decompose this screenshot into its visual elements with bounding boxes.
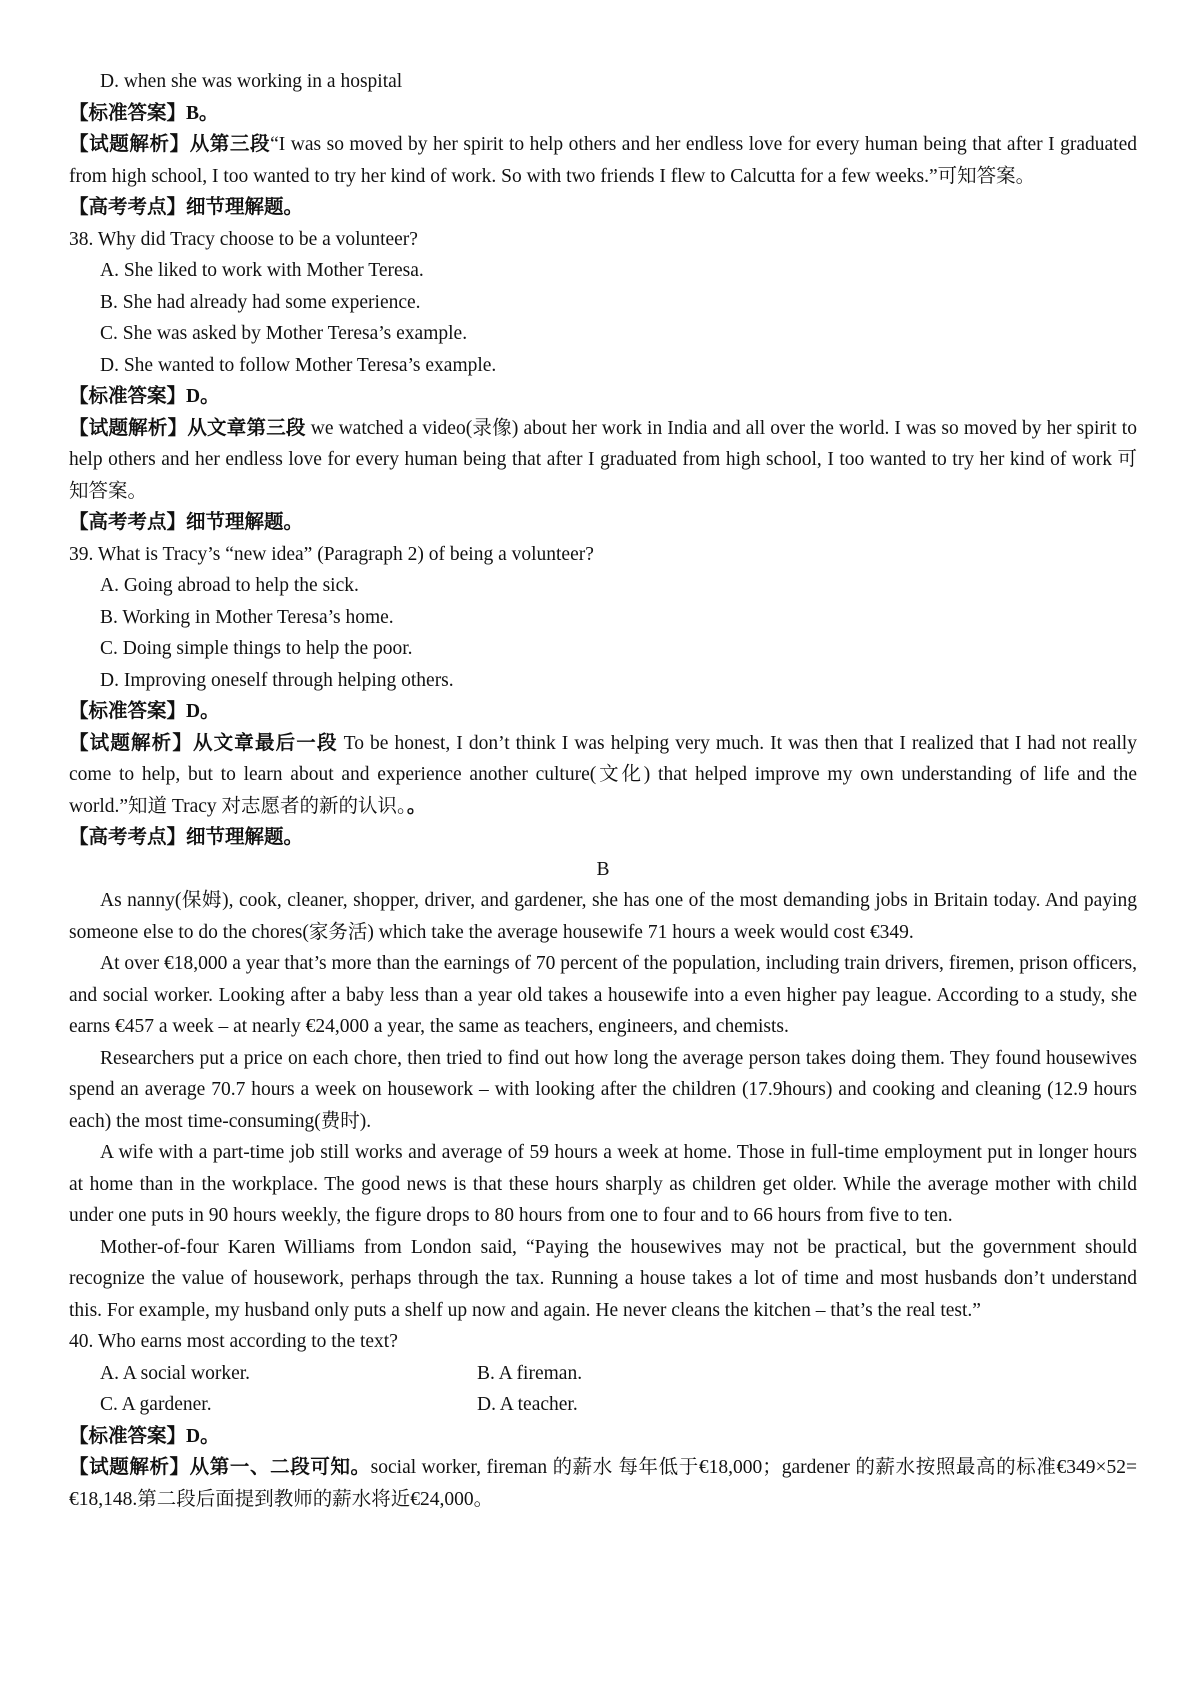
q37-analysis: 【试题解析】从第三段“I was so moved by her spirit to help others and her endless love for every human being that after I graduated from high school, I too wanted to try her kind of work. So with two friends I flew to Calcutta for a few weeks.”可知答案。 [69, 134, 1137, 187]
q39-analysis: 【试题解析】从文章最后一段 To be honest, I don’t think I was helping very much. It was then that I realized that I had not really come to help, but to learn about and experience another culture(文化) that helped improve my own understanding of life and the world.”知道 Tracy 对志愿者的新的认识。。 [69, 732, 1137, 817]
q40-option-d: D. A teacher. [477, 1394, 578, 1415]
q38-analysis: 【试题解析】从文章第三段 we watched a video(录像) about her work in India and all over the world. I was so moved by her spirit to help others and her endless love for every human being that after I graduated from high school, I too wanted to try her kind of work 可知答案。 [69, 417, 1137, 502]
q38-option-c: C. She was asked by Mother Teresa’s example. [100, 323, 468, 344]
passage-b-paragraph-3: Researchers put a price on each chore, then tried to find out how long the average person takes doing them. They found housewives spend an average 70.7 hours a week on housework – with looking after the children (17.9hours) and cooking and cleaning (12.9 hours each) the most time-consuming(费时). [69, 1047, 1137, 1132]
q37-option-d: D. when she was working in a hospital [100, 71, 403, 92]
q40-answer: 【标准答案】D。 [69, 1425, 220, 1447]
q37-point: 【高考考点】细节理解题。 [69, 197, 304, 218]
q40-option-c: C. A gardener. [100, 1394, 212, 1415]
q40-option-b: B. A fireman. [477, 1362, 583, 1384]
q39-option-b: B. Working in Mother Teresa’s home. [100, 606, 394, 628]
q38-option-a: A. She liked to work with Mother Teresa. [100, 260, 424, 281]
q40-options-row-2 [69, 1389, 1137, 1421]
passage-b-paragraph-2: At over €18,000 a year that’s more than the earnings of 70 percent of the population, including train drivers, firemen, prison officers, and social worker. Looking after a baby less than a year old takes a housewife into a even higher pay league. According to a study, she earns €457 a week – at nearly €24,000 a year, the same as teachers, engineers, and chemists. [69, 953, 1137, 1037]
q39-question: 39. What is Tracy’s “new idea” (Paragraph 2) of being a volunteer? [69, 543, 594, 565]
q38-answer: 【标准答案】D。 [69, 386, 220, 407]
q40-option-a: A. A social worker. [100, 1362, 251, 1384]
q38-point: 【高考考点】细节理解题。 [69, 512, 304, 533]
passage-b-heading: B [596, 858, 610, 880]
q39-option-a: A. Going abroad to help the sick. [100, 575, 359, 596]
passage-b-paragraph-4: A wife with a part-time job still works and average of 59 hours a week at home. Those in full-time employment put in longer hours at home than in the workplace. The good news is that these hours sharply as children get older. While the average mother with child under one puts in 90 hours weekly, the figure drops to 80 hours from one to four and to 66 hours from five to ten. [69, 1142, 1137, 1226]
q39-point: 【高考考点】细节理解题。 [69, 827, 304, 848]
q40-question: 40. Who earns most according to the text? [69, 1331, 398, 1352]
passage-b-paragraph-5: Mother-of-four Karen Williams from London said, “Paying the housewives may not be practical, but the government should recognize the value of housework, perhaps through the tax. Running a house takes a lot of time and most husbands don’t understand this. For example, my husband only puts a shelf up now and again. He never cleans the kitchen – that’s the real test.” [69, 1236, 1137, 1321]
q38-option-d: D. She wanted to follow Mother Teresa’s example. [100, 354, 497, 376]
q37-answer: 【标准答案】B。 [69, 102, 219, 124]
q38-question: 38. Why did Tracy choose to be a volunteer? [69, 228, 418, 250]
q39-option-c: C. Doing simple things to help the poor. [100, 638, 413, 659]
passage-b-paragraph-1: As nanny(保姆), cook, cleaner, shopper, driver, and gardener, she has one of the most demanding jobs in Britain today. And paying someone else to do the chores(家务活) which take the average housewife 71 hours a week would cost €349. [69, 890, 1137, 943]
exam-page [69, 66, 1137, 1515]
q39-option-d: D. Improving oneself through helping others. [100, 669, 454, 691]
q40-analysis: 【试题解析】从第一、二段可知。social worker, fireman 的薪水 每年低于€18,000；gardener 的薪水按照最高的标准€349×52= €18,148.第二段后面提到教师的薪水将近€24,000。 [69, 1457, 1137, 1510]
q38-option-b: B. She had already had some experience. [100, 291, 421, 313]
q40-options-row-1 [69, 1358, 1137, 1390]
q39-answer: 【标准答案】D。 [69, 701, 220, 722]
